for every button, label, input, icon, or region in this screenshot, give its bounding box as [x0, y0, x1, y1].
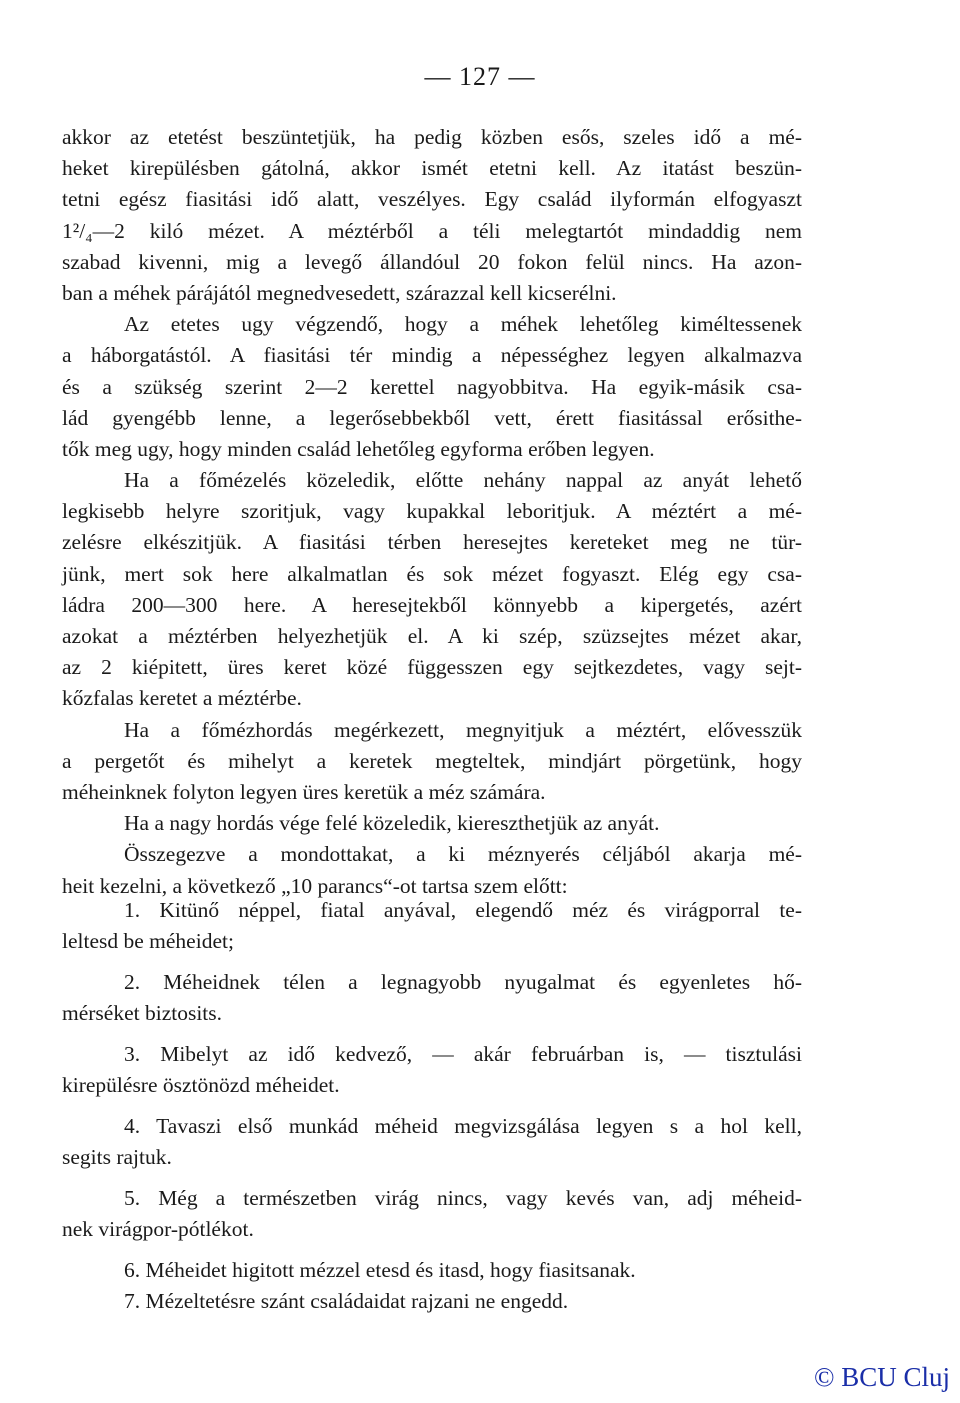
text-line: Ha a főmézelés közeledik, előtte nehány nappal az anyát lehető — [124, 468, 802, 493]
list-item-line: 3. Mibelyt az idő kedvező, — akár februárban is, — tisztulási — [124, 1042, 802, 1066]
list-item-line: 4. Tavaszi első munkád méheid megvizsgálása legyen s a hol kell, — [124, 1114, 802, 1138]
text-line: Az etetes ugy végzendő, hogy a méhek lehetőleg kiméltessenek — [124, 312, 802, 337]
list-item — [62, 895, 802, 957]
text-line: akkor az etetést beszüntetjük, ha pedig közben esős, szeles idő a mé- — [62, 125, 802, 149]
text-line: Összegezve a mondottakat, a ki méznyerés céljából akarja mé- — [124, 842, 802, 867]
list-item — [62, 1183, 802, 1245]
list-item-line: mérséket biztosits. — [62, 1001, 223, 1025]
list-item-line: 7. Mézeltetésre szánt családaidat rajzani ne engedd. — [124, 1289, 569, 1313]
body-text — [62, 122, 802, 902]
list-item-line: 6. Méheidet higitott mézzel etesd és itasd, hogy fiasitsanak. — [124, 1258, 636, 1282]
text-line: zelésre elkészitjük. A fiasitási térben heresejtes kereteket meg ne tür- — [62, 530, 802, 555]
list-item-line: 2. Méheidnek télen a legnagyobb nyugalmat és egyenletes hő- — [124, 970, 802, 994]
text-line: tetni egész fiasitási idő alatt, veszélyes. Egy család ilyformán elfogyaszt — [62, 187, 802, 212]
list-item-line: segits rajtuk. — [62, 1145, 172, 1169]
commandments-list — [62, 895, 802, 1317]
list-item-line: 1. Kitünő néppel, fiatal anyával, elegendő méz és virágporral te- — [124, 898, 802, 922]
text-line: a pergetőt és mihelyt a keretek megteltek, mindjárt pörgetünk, hogy — [62, 748, 802, 773]
text-line: Ha a nagy hordás vége felé közeledik, kiereszthetjük az anyát. — [124, 811, 660, 836]
text-line: 1²/₄—2 kiló mézet. A méztérből a téli melegtartót mindaddig nem — [62, 218, 802, 243]
text-line: és a szükség szerint 2—2 kerettel nagyobbitva. Ha egyik-másik csa- — [62, 374, 802, 399]
text-line: szabad kivenni, mig a levegő állandóul 20 fokon felül nincs. Ha azon- — [62, 249, 802, 274]
list-item-line: leltesd be méheidet; — [62, 929, 234, 953]
text-line: tők meg ugy, hogy minden család lehetőleg egyforma erőben legyen. — [62, 436, 655, 461]
list-item — [62, 1039, 802, 1101]
list-item — [62, 1286, 802, 1317]
text-line: heket kirepülésben gátolná, akkor ismét etetni kell. Az itatást beszün- — [62, 156, 802, 181]
text-line: legkisebb helyre szoritjuk, vagy kupakkal leboritjuk. A méztért a mé- — [62, 499, 802, 524]
text-line: méheinknek folyton legyen üres keretük a méz számára. — [62, 779, 546, 804]
list-item — [62, 1111, 802, 1173]
text-line: azokat a méztérben helyezhetjük el. A ki szép, szüzsejtes mézet akar, — [62, 624, 802, 648]
list-item-line: nek virágpor-pótlékot. — [62, 1217, 254, 1241]
text-line: jünk, mert sok here alkalmatlan és sok mézet fogyaszt. Elég egy csa- — [62, 561, 802, 586]
list-item-line: 5. Még a természetben virág nincs, vagy kevés van, adj méheid- — [124, 1186, 802, 1210]
text-line: Ha a főmézhordás megérkezett, megnyitjuk a méztért, elővesszük — [124, 717, 802, 742]
text-line: a háborgatástól. A fiasitási tér mindig a népességhez legyen alkalmazva — [62, 343, 802, 368]
page-number: — 127 — — [424, 62, 536, 91]
list-item — [62, 967, 802, 1029]
text-line: kőzfalas keretet a méztérbe. — [62, 686, 302, 711]
text-line: lád gyengébb lenne, a legerősebbekből vett, érett fiasitással erősithe- — [62, 405, 802, 430]
text-line: heit kezelni, a következő „10 parancs“-ot tartsa szem előtt: — [62, 873, 568, 898]
list-item — [62, 1255, 802, 1286]
text-line: az 2 kiépitett, üres keret közé függesszen egy sejtkezdetes, vagy sejt- — [62, 655, 802, 680]
list-item-line: kirepülésre ösztönözd méheidet. — [62, 1073, 340, 1097]
text-line: ban a méhek párájától megnedvesedett, szárazzal kell kicserélni. — [62, 280, 617, 305]
text-line: ládra 200—300 here. A heresejtekből könnyebb a kipergetés, azért — [62, 592, 802, 617]
library-watermark: © BCU Cluj — [813, 1362, 950, 1392]
